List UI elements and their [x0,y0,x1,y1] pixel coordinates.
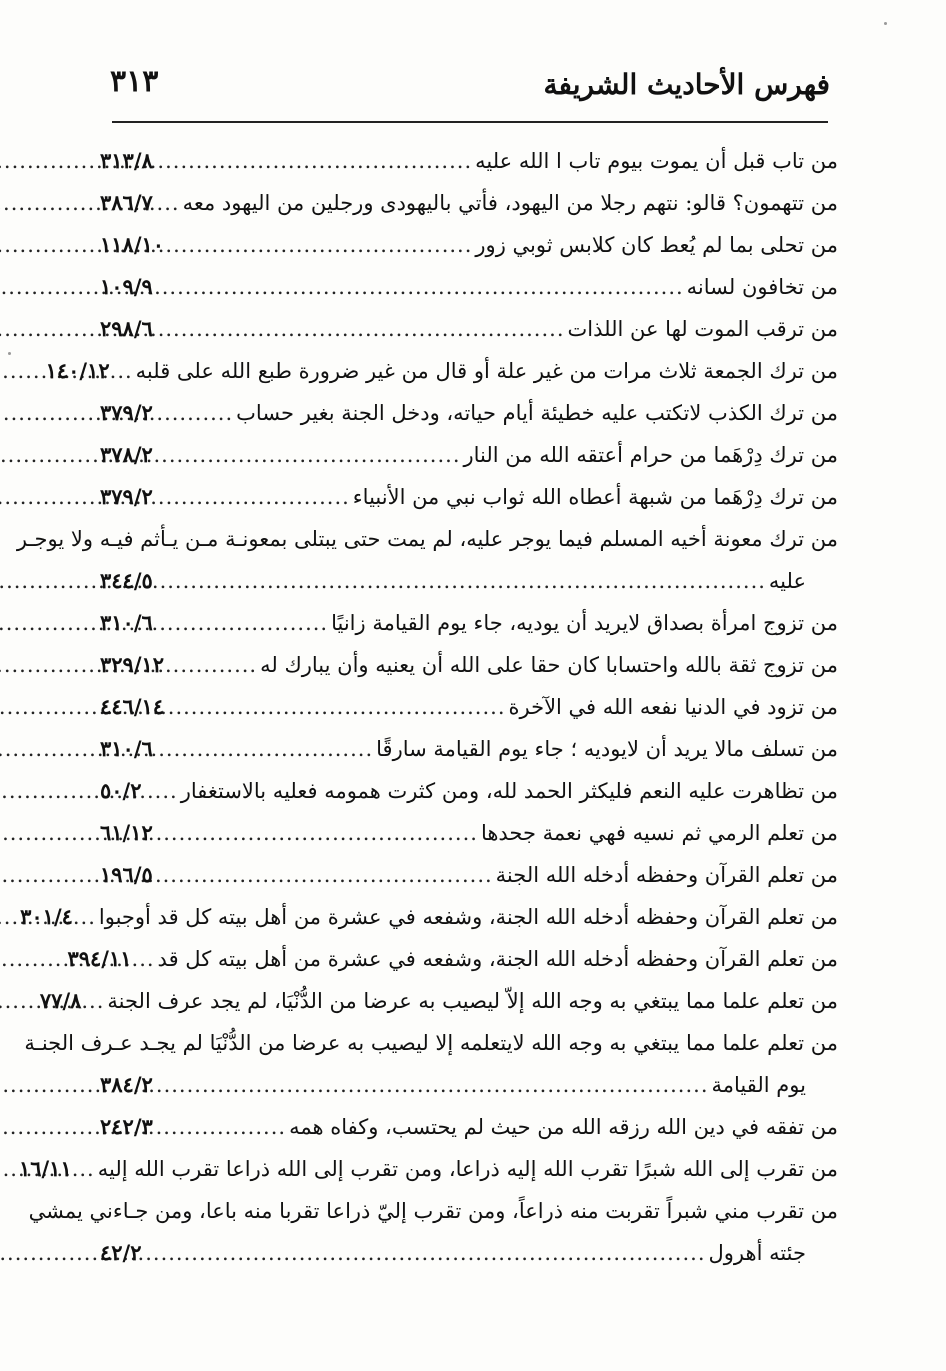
running-title: فهرس الأحاديث الشريفة [543,68,830,101]
dot-leader [153,476,353,518]
dot-leader [164,686,508,728]
index-entry [100,1106,838,1148]
entry-text: من تفقه في دين الله رزقه الله من حيث لم يحتسب، وكفاه همه [289,1115,838,1139]
dot-leader [142,770,181,812]
entry-text: من ترك معونة أخيه المسلم فيما يوجر عليه، لم يمت حتى يبتلى بمعونـة مـن يـأثم فيـه ولا يوجـر [16,527,838,551]
entry-text: من ترقب الموت لها عن اللذات [567,317,838,341]
entry-text: من تعلم القرآن وحفظه أدخله الله الجنة، وشفعه في عشرة من أهل بيته كل قد [157,947,838,971]
dot-leader [153,560,769,602]
entry-reference: ١٤٠/١٢ [45,358,110,383]
index-entry [100,140,838,182]
index-entry [100,854,838,896]
entry-text: من تاب قبل أن يموت بيوم تاب ا الله عليه [475,149,838,173]
dot-leader [153,1064,712,1106]
dot-leader [110,350,136,392]
entry-reference: ٦١/١٢ [100,820,153,845]
page-number: ٣١٣ [110,64,159,99]
dot-leader [72,1148,98,1190]
entry-continuation: يوم القيامة [711,1073,806,1097]
dot-leader [153,1106,289,1148]
dot-leader [73,896,99,938]
entry-text: من تعلم القرآن وحفظه أدخله الله الجنة، وشفعه في عشرة من أهل بيته كل قد أوجبوا [98,905,838,929]
index-entry [100,728,838,770]
header-rule [112,121,828,123]
entry-reference: ٣١٠/٦ [100,736,153,761]
entry-text: من ترك الكذب لاتكتب عليه خطيئة أيام حياته، ودخل الجنة بغير حساب [236,401,838,425]
entry-text: من تظاهرت عليه النعم فليكثر الحمد لله، ومن كثرت همومه فعليه بالاستغفار [180,779,838,803]
entry-reference: ٢٩٨/٦ [100,316,153,341]
entry-text: من تخافون لسانه [686,275,838,299]
hadith-index-list [16,140,838,1274]
index-entry [100,644,838,686]
entry-continuation: عليه [768,569,806,593]
entry-text: من تسلف مالا يريد أن لايوديه ؛ جاء يوم القيامة سارقًا [376,737,838,761]
dot-leader [153,140,475,182]
entry-text: من تزوج ثقة بالله واحتسابا كان حقا على الله أن يعنيه وأن يبارك له [260,653,838,677]
entry-text: من تزوج امرأة بصداق لايريد أن يوديه، جاء يوم القيامة زانيًا [331,611,838,635]
index-entry [100,308,838,350]
entry-reference: ٣٤٤/٥ [100,568,153,593]
entry-reference: ٣٧٩/٢ [100,484,153,509]
entry-text: من تزود في الدنيا نفعه الله في الآخرة [508,695,838,719]
index-entry [39,980,838,1022]
dot-leader [164,644,260,686]
index-entry [45,350,838,392]
entry-reference: ٣٧٩/٢ [100,400,153,425]
entry-text: من ترك دِرْهَما من شبهة أعطاه الله ثواب نبي من الأنبياء [352,485,838,509]
entry-text: من تعلم علما مما يبتغي به وجه الله لايتعلمه إلا ليصيب به عرضا من الدُّنْيَا لم يجـد عـرف الجنـة [24,1031,838,1055]
index-entry [100,224,838,266]
scan-speck [8,352,11,355]
dot-leader [153,602,331,644]
entry-text: من ترك دِرْهَما من حرام أعتقه الله من النار [463,443,838,467]
entry-reference: ١١٨/١٠ [100,232,165,257]
entry-text: من تحلى بما لم يُعط كان كلابس ثوبي زور [475,233,838,257]
entry-reference: ١٩٦/٥ [100,862,153,887]
index-entry [100,602,838,644]
entry-reference: ٣٢٩/١٢ [100,652,165,677]
index-entry [100,434,838,476]
dot-leader [153,728,376,770]
dot-leader [153,266,687,308]
entry-reference: ٣٨٤/٢ [100,1072,153,1097]
index-entry [16,518,838,602]
dot-leader [153,812,481,854]
dot-leader [164,224,475,266]
entry-text: من تتهمون؟ قالو: نتهم رجلا من اليهود، فأتي باليهودى ورجلين من اليهود معه [182,191,838,215]
entry-reference: ٣٩٤/١١ [67,946,132,971]
entry-reference: ٣٨٦/٧ [100,190,153,215]
index-entry [100,686,838,728]
dot-leader [132,938,158,980]
index-entry [100,392,838,434]
entry-text: من ترك الجمعة ثلاث مرات من غير علة أو قال من غير ضرورة طبع الله على قلبه [135,359,838,383]
index-entry [100,182,838,224]
entry-reference: ١٠٩/٩ [100,274,153,299]
dot-leader [153,434,464,476]
entry-text: من تقرب إلى الله شبرًا تقرب الله إليه ذراعا، ومن تقرب إلى الله ذراعا تقرب الله إليه [97,1157,838,1181]
dot-leader [81,980,107,1022]
entry-continuation: جئته أهرول [708,1241,806,1265]
dot-leader [142,1232,709,1274]
index-entry [18,1148,838,1190]
index-entry [100,770,838,812]
entry-text: من تعلم علما مما يبتغي به وجه الله إلاّ ليصيب به عرضا من الدُّنْيَا، لم يجد عرف الجنة [107,989,838,1013]
entry-reference: ٤٢/٢ [100,1240,142,1265]
index-entry [100,266,838,308]
index-entry [28,1190,838,1274]
scan-speck [884,22,887,25]
dot-leader [153,392,236,434]
entry-reference: ٣١٣/٨ [100,148,153,173]
entry-reference: ٣٠١/٤ [20,904,73,929]
dot-leader [153,182,183,224]
dot-leader [153,854,496,896]
entry-text: من تعلم الرمي ثم نسيه فهي نعمة جحدها [480,821,838,845]
index-entry [20,896,838,938]
entry-reference: ١٦/١١ [18,1156,72,1181]
entry-reference: ٥٠/٢ [100,778,142,803]
page-header [110,62,830,110]
entry-reference: ٣١٠/٦ [100,610,153,635]
index-entry [67,938,838,980]
index-entry [100,476,838,518]
dot-leader [153,308,568,350]
index-entry [24,1022,838,1106]
entry-reference: ٢٤٢/٣ [100,1114,153,1139]
entry-text: من تعلم القرآن وحفظه أدخله الله الجنة [495,863,838,887]
index-entry [100,812,838,854]
entry-reference: ٤٤٦/١٤ [100,694,165,719]
entry-text: من تقرب مني شبراً تقربت منه ذراعاً، ومن تقرب إليّ ذراعا تقربا منه باعا، ومن جـاءني يمشي [28,1199,838,1223]
entry-reference: ٣٧٨/٢ [100,442,153,467]
entry-reference: ٧٧/٨ [39,988,82,1013]
